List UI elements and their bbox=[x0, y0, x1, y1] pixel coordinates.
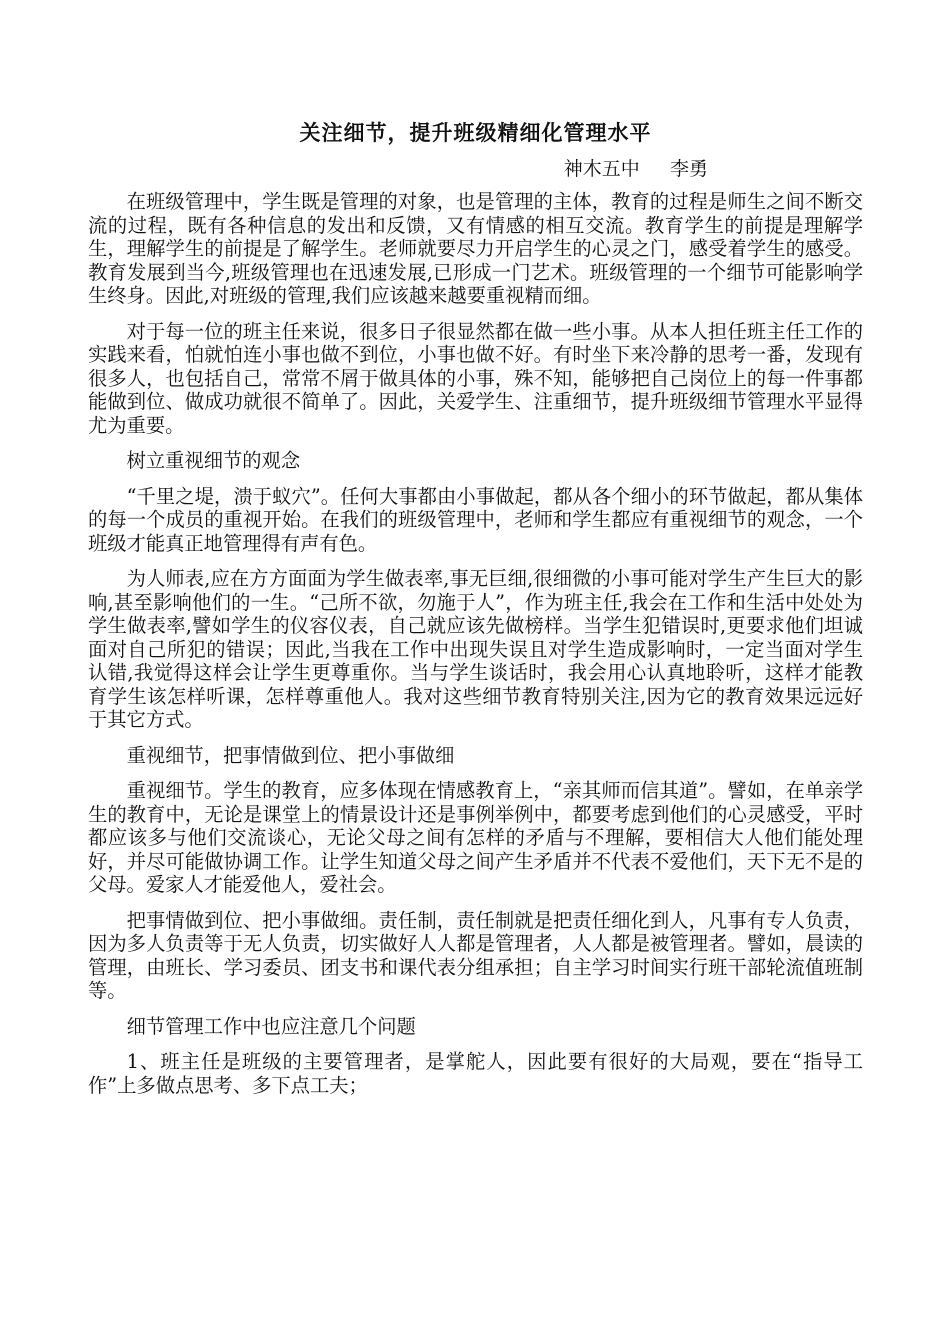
paragraph-point-one: 1、班主任是班级的主要管理者，是掌舵人，因此要有很好的大局观，要在“指导工作”上多做点思考、多下点工夫； bbox=[88, 1050, 863, 1097]
paragraph-intro: 在班级管理中，学生既是管理的对象，也是管理的主体，教育的过程是师生之间不断交流的过程，既有各种信息的发出和反馈，又有情感的相互交流。教育学生的前提是理解学生，理解学生的前提是了解学生。老师就要尽力开启学生的心灵之门，感受着学生的感受。教育发展到当今,班级管理也在迅速发展,已形成一门艺术。班级管理的一个细节可能影响学生终身。因此,对班级的管理,我们应该越来越要重视精而细。 bbox=[88, 190, 863, 307]
paragraph-proverb: “千里之堤，溃于蚁穴”。任何大事都由小事做起，都从各个细小的环节做起，都从集体的每一个成员的重视开始。在我们的班级管理中，老师和学生都应有重视细节的观念，一个班级才能真正地管理得有声有色。 bbox=[88, 484, 863, 555]
paragraph-responsibility: 把事情做到位、把小事做细。责任制，责任制就是把责任细化到人，凡事有专人负责，因为多人负责等于无人负责，切实做好人人都是管理者，人人都是被管理者。譬如，晨读的管理，由班长、学习委员、团支书和课代表分组承担；自主学习时间实行班干部轮流值班制等。 bbox=[88, 908, 863, 1002]
section-heading-details: 重视细节，把事情做到位、把小事做细 bbox=[126, 743, 455, 767]
paragraph-small-things: 对于每一位的班主任来说，很多日子很显然都在做一些小事。从本人担任班主任工作的实践来看，怕就怕连小事也做不到位，小事也做不好。有时坐下来冷静的思考一番，发现有很多人，也包括自己，常常不屑于做具体的小事，殊不知，能够把自己岗位上的每一件事都能做到位、做成功就很不简单了。因此，关爱学生、注重细节，提升班级细节管理水平显得尤为重要。 bbox=[88, 319, 863, 437]
document-page bbox=[88, 118, 863, 1109]
section-heading-issues: 细节管理工作中也应注意几个问题 bbox=[126, 1014, 416, 1038]
section-heading-concept: 树立重视细节的观念 bbox=[126, 449, 301, 472]
paragraph-role-model: 为人师表,应在方方面面为学生做表率,事无巨细,很细微的小事可能对学生产生巨大的影响,甚至影响他们的一生。“己所不欲，勿施于人”，作为班主任,我会在工作和生活中处处为学生做表率,譬如学生的仪容仪表，自己就应该先做榜样。当学生犯错误时,更要求他们坦诚面对自己所犯的错误；因此,当我在工作中出现失误且对学生造成影响时，一定当面对学生认错,我觉得这样会让学生更尊重你。当与学生谈话时，我会用心认真地聆听，这样才能教育学生该怎样听课，怎样尊重他人。我对这些细节教育特别关注,因为它的教育效果远远好于其它方式。 bbox=[88, 567, 863, 731]
paragraph-emotional-education: 重视细节。学生的教育，应多体现在情感教育上，“亲其师而信其道”。譬如，在单亲学生的教育中，无论是课堂上的情景设计还是事例举例中，都要考虑到他们的心灵感受，平时都应该多与他们交流谈心，无论父母之间有怎样的矛盾与不理解，要相信大人他们能处理好，并尽可能做协调工作。让学生知道父母之间产生矛盾并不代表不爱他们，天下无不是的父母。爱家人才能爱他人，爱社会。 bbox=[88, 779, 863, 896]
document-title: 关注细节，提升班级精细化管理水平 bbox=[299, 121, 652, 145]
author-line: 神木五中 李勇 bbox=[563, 158, 708, 180]
